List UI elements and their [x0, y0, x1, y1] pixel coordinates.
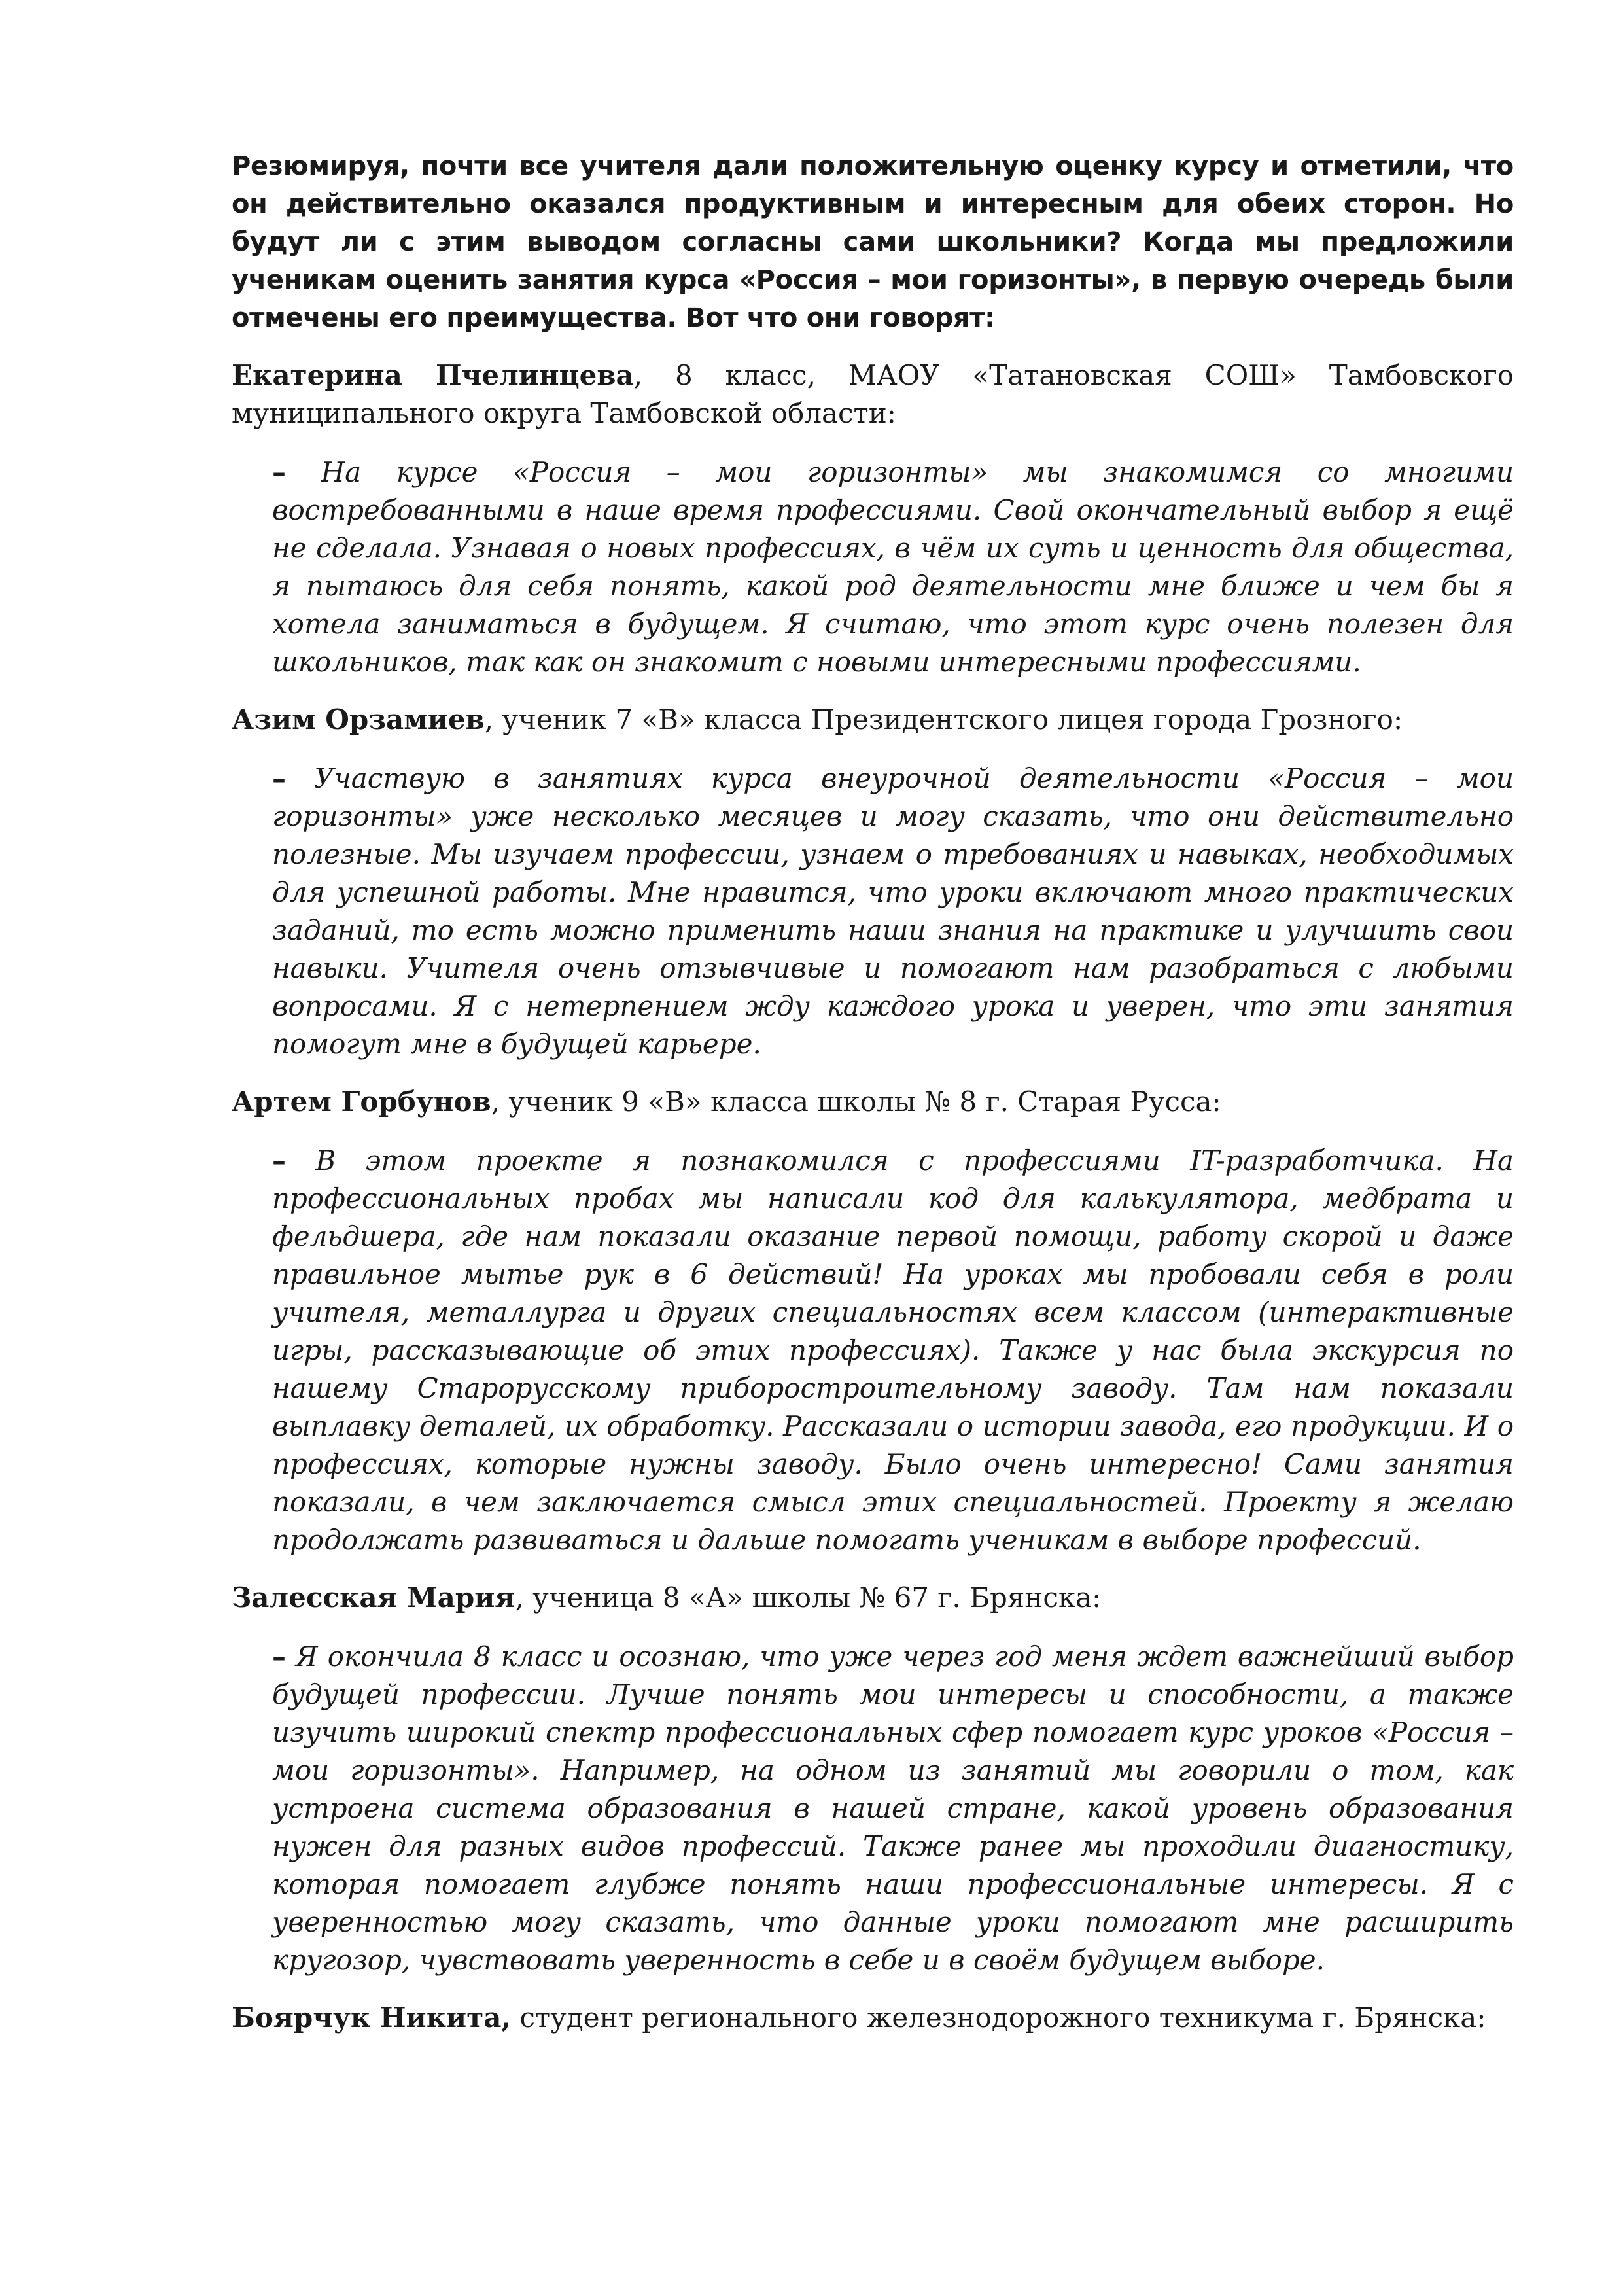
speaker-line-3 — [232, 1083, 1514, 1121]
document-page — [232, 147, 1514, 2058]
speaker-info: , ученик 7 «В» класса Президентского лицея города Грозного: — [484, 703, 1403, 735]
speaker-info: , ученица 8 «А» школы № 67 г. Брянска: — [515, 1581, 1102, 1614]
speaker-info: , ученик 9 «В» класса школы № 8 г. Старая Русса: — [491, 1086, 1221, 1118]
speaker-name: Азим Орзамиев — [232, 703, 485, 735]
speaker-line-2 — [232, 701, 1514, 739]
quote-1 — [272, 453, 1514, 681]
quote-text: Я окончила 8 класс и осознаю, что уже через год меня ждет важнейший выбор будущей профессии. Лучше понять мои интересы и способности, а также изучить широкий спектр профессиональных сфер помогает курс уроков «Россия – мои горизонты». Например, на одном из занятий мы говорили о том, как устроена система образования в нашей стране, какой уровень образования нужен для разных видов профессий. Также ранее мы проходили диагностику, которая помогает глубже понять наши профессиональные интересы. Я с уверенностью могу сказать, что данные уроки помогают мне расширить кругозор, чувствовать уверенность в себе и в своём будущем выборе. — [272, 1640, 1514, 1976]
quote-dash: – — [272, 1144, 286, 1176]
speaker-name: Екатерина Пчелинцева — [232, 359, 634, 391]
speaker-info: , 8 класс, МАОУ «Татановская СОШ» Тамбовского муниципального округа Тамбовской области: — [232, 359, 1514, 429]
intro-paragraph: Резюмируя, почти все учителя дали положительную оценку курсу и отметили, что он действительно оказался продуктивным и интересным для обеих сторон. Но будут ли с этим выводом согласны сами школьники? Когда мы предложили ученикам оценить занятия курса «Россия – мои горизонты», в первую очередь были отмечены его преимущества. Вот что они говорят: — [232, 151, 1514, 333]
quote-text: В этом проекте я познакомился с профессиями IT-разработчика. На профессиональных пробах мы написали код для калькулятора, медбрата и фельдшера, где нам показали оказание первой помощи, работу скорой и даже правильное мытье рук в 6 действий! На уроках мы пробовали себя в роли учителя, металлурга и других специальностях всем классом (интерактивные игры, рассказывающие об этих профессиях). Также у нас была экскурсия по нашему Старорусскому приборостроительному заводу. Там нам показали выплавку деталей, их обработку. Рассказали о истории завода, его продукции. И о профессиях, которые нужны заводу. Было очень интересно! Сами занятия показали, в чем заключается смысл этих специальностей. Проекту я желаю продолжать развиваться и дальше помогать ученикам в выборе профессий. — [272, 1144, 1514, 1556]
speaker-name: Залесская Мария — [232, 1581, 515, 1614]
quote-dash: – — [272, 1640, 286, 1672]
speaker-line-4 — [232, 1579, 1514, 1617]
quote-text: На курсе «Россия – мои горизонты» мы знакомимся со многими востребованными в наше время профессиями. Свой окончательный выбор я ещё не сделала. Узнавая о новых профессиях, в чём их суть и ценность для общества, я пытаюсь для себя понять, какой род деятельности мне ближе и чем бы я хотела заниматься в будущем. Я считаю, что этот курс очень полезен для школьников, так как он знакомит с новыми интересными профессиями. — [272, 456, 1514, 678]
quote-3 — [272, 1142, 1514, 1559]
quote-dash: – — [272, 456, 286, 488]
speaker-name: Артем Горбунов — [232, 1086, 491, 1118]
quote-4 — [272, 1638, 1514, 1979]
speaker-info: студент регионального железнодорожного техникума г. Брянска: — [511, 2002, 1486, 2034]
speaker-line-1 — [232, 357, 1514, 433]
speaker-name: Боярчук Никита, — [232, 2002, 512, 2034]
quote-dash: – — [272, 762, 286, 794]
quote-2 — [272, 760, 1514, 1063]
speaker-line-5 — [232, 1999, 1514, 2037]
quote-text: Участвую в занятиях курса внеурочной деятельности «Россия – мои горизонты» уже несколько месяцев и могу сказать, что они действительно полезные. Мы изучаем профессии, узнаем о требованиях и навыках, необходимых для успешной работы. Мне нравится, что уроки включают много практических заданий, то есть можно применить наши знания на практике и улучшить свои навыки. Учителя очень отзывчивые и помогают нам разобраться с любыми вопросами. Я с нетерпением жду каждого урока и уверен, что эти занятия помогут мне в будущей карьере. — [272, 762, 1514, 1060]
